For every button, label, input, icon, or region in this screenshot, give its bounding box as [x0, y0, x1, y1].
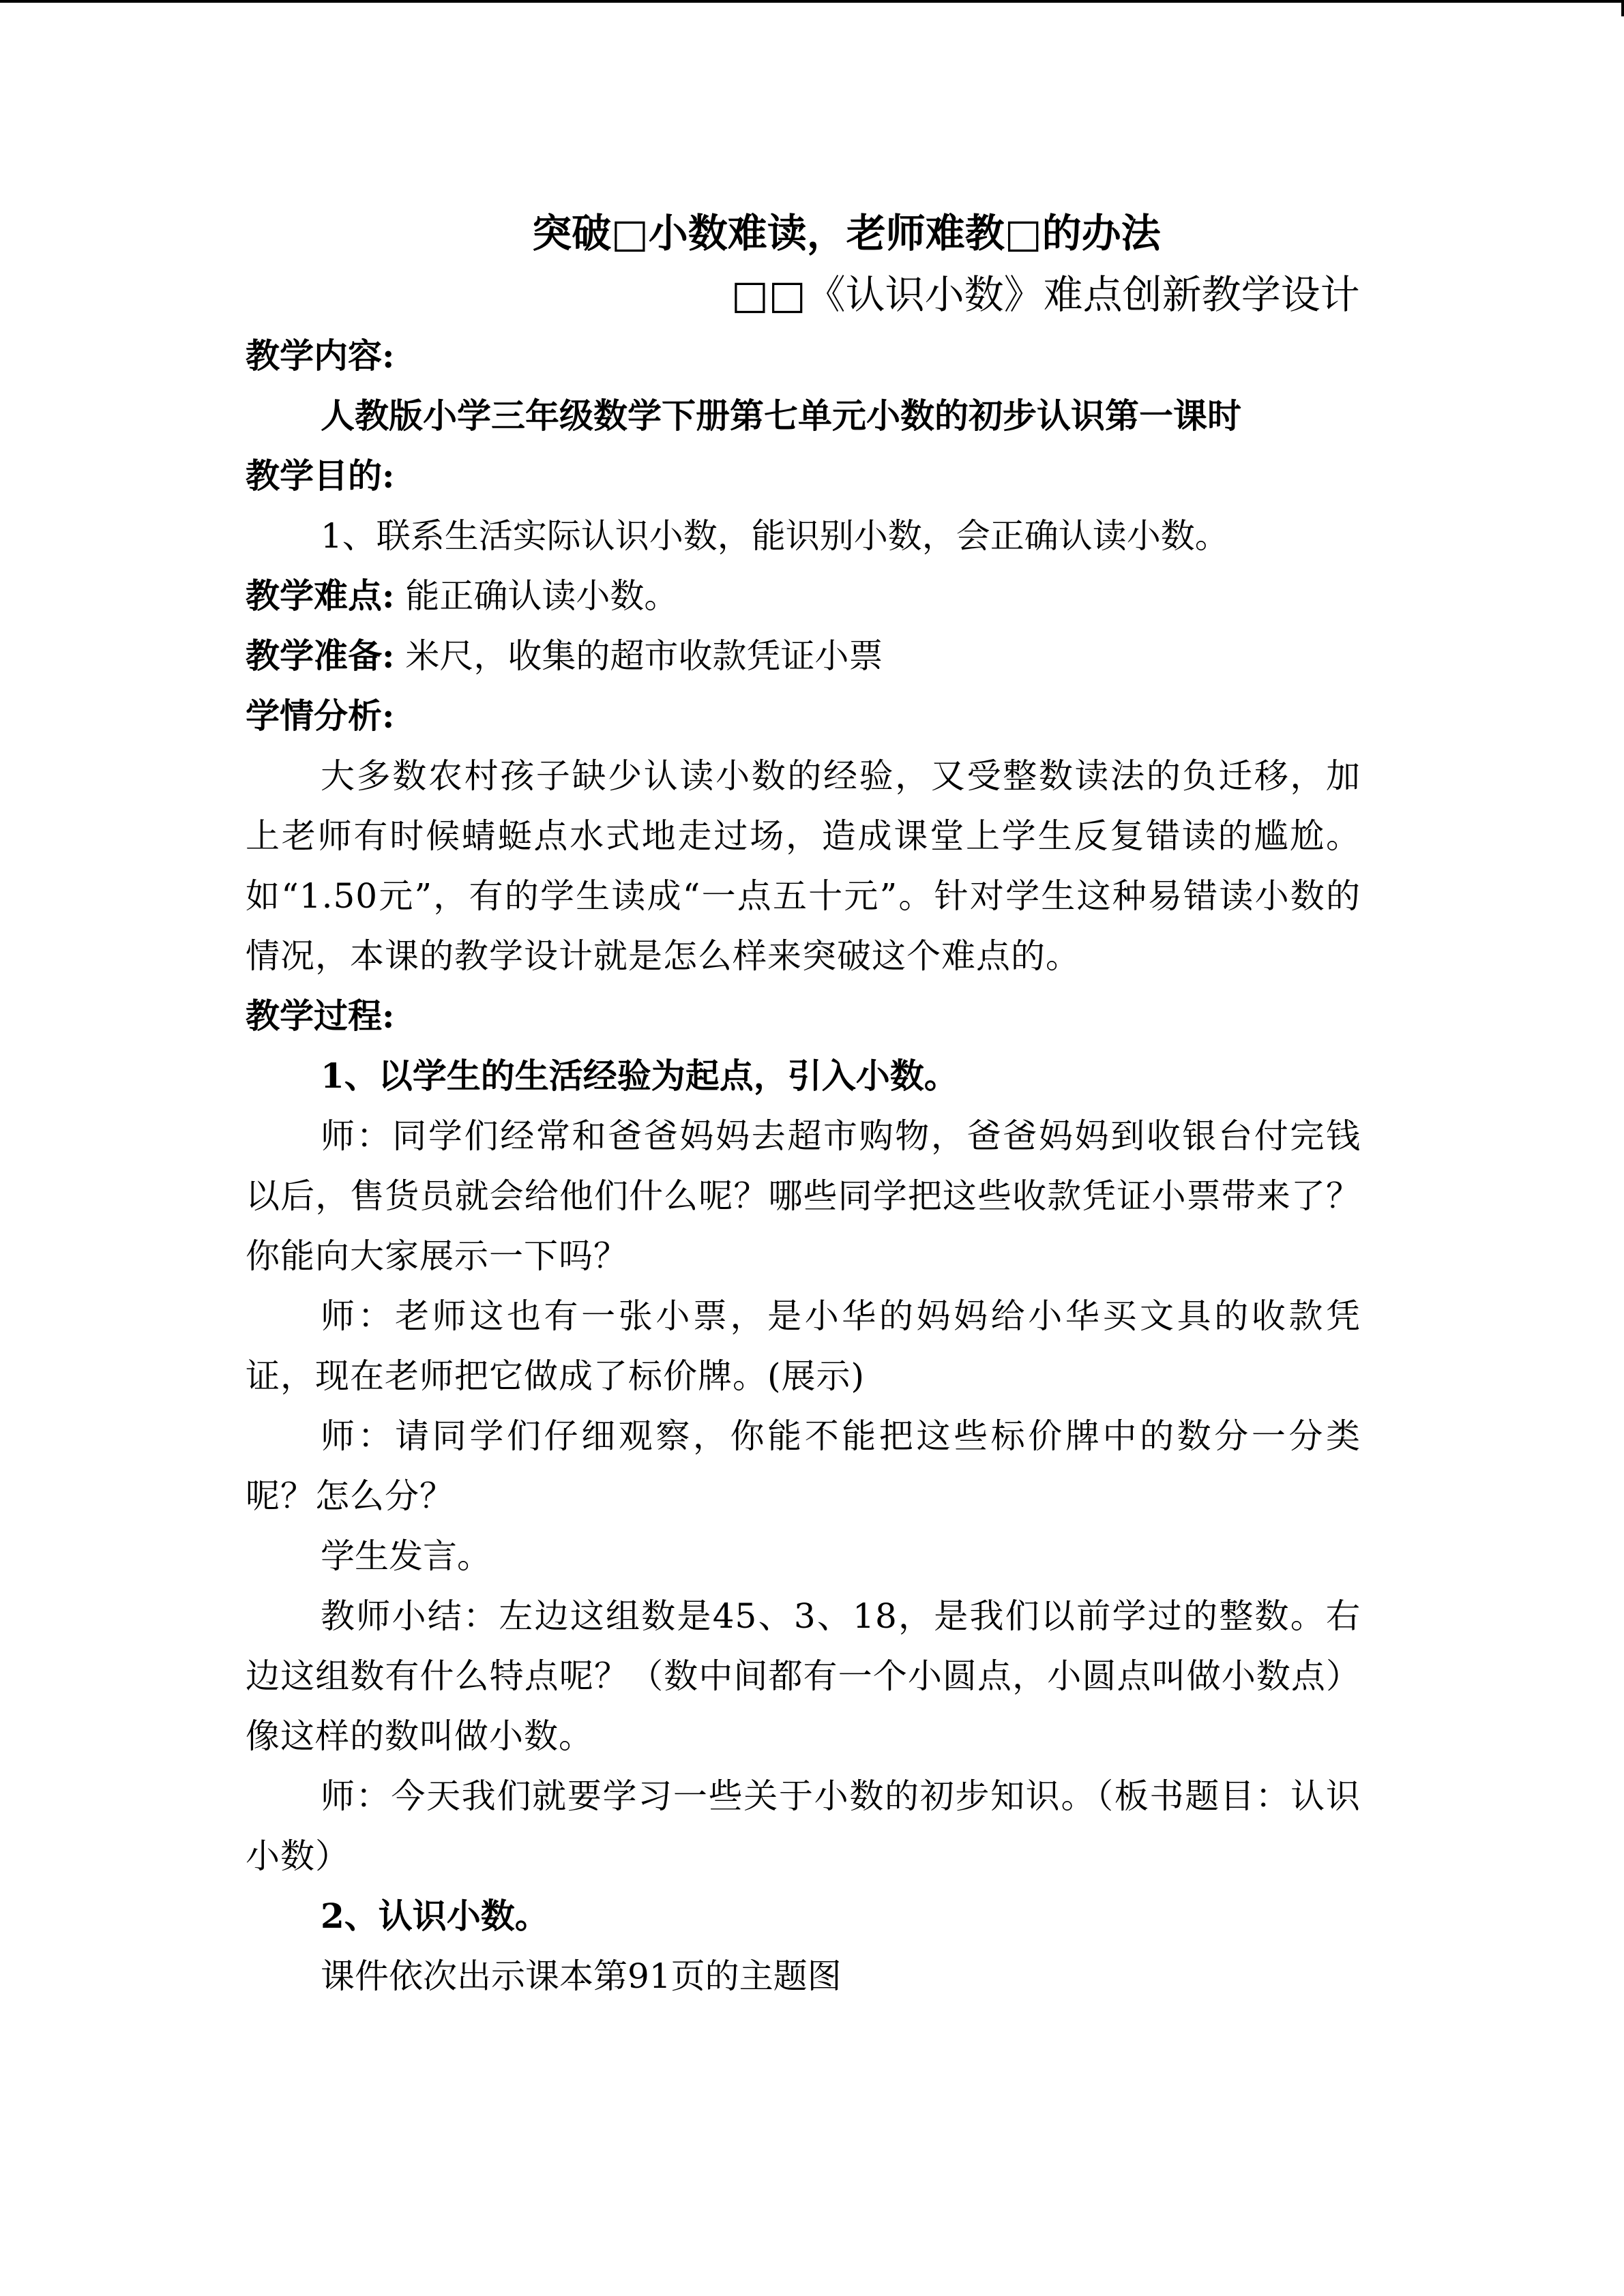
- paragraph-2: 师：老师这也有一张小票，是小华的妈妈给小华买文具的收款凭证，现在老师把它做成了标价牌。(展示): [246, 1296, 1361, 1396]
- step2-heading: 2、认识小数。: [321, 1896, 549, 1936]
- paragraph-7: 课件依次出示课本第91页的主题图: [321, 1956, 842, 1996]
- document-title: 突破□小数难读，老师难教□的办法: [532, 210, 1161, 256]
- difficulty-row: [246, 566, 1361, 626]
- document-body: [246, 326, 1361, 2006]
- content-heading: 教学内容:: [246, 336, 395, 376]
- goal-text: 1、联系生活实际认识小数，能识别小数，会正确认读小数。: [321, 516, 1229, 556]
- page-corner-mark: [1621, 0, 1624, 16]
- content-text: 人教版小学三年级数学下册第七单元小数的初步认识第一课时: [321, 396, 1241, 436]
- paragraph-1: 师：同学们经常和爸爸妈妈去超市购物，爸爸妈妈到收银台付完钱以后，售货员就会给他们什么呢？哪些同学把这些收款凭证小票带来了？你能向大家展示一下吗？: [246, 1116, 1361, 1276]
- difficulty-label: 教学难点:: [246, 576, 395, 616]
- step1-heading: 1、以学生的生活经验为起点，引入小数。: [321, 1056, 958, 1096]
- prep-row: [246, 626, 1361, 686]
- paragraph-4: 学生发言。: [321, 1536, 491, 1576]
- difficulty-text: 能正确认读小数。: [394, 576, 679, 616]
- prep-text: 米尺，收集的超市收款凭证小票: [394, 636, 883, 676]
- paragraph-3: 师：请同学们仔细观察，你能不能把这些标价牌中的数分一分类呢？怎么分？: [246, 1416, 1361, 1516]
- goal-heading: 教学目的:: [246, 456, 395, 496]
- page-top-border: [0, 0, 1624, 3]
- analysis-text: 大多数农村孩子缺少认读小数的经验，又受整数读法的负迁移，加上老师有时候蜻蜓点水式地走过场，造成课堂上学生反复错读的尴尬。如“1.50元”，有的学生读成“一点五十元”。针对学生这种易错读小数的情况，本课的教学设计就是怎么样来突破这个难点的。: [246, 756, 1361, 976]
- process-heading: 教学过程:: [246, 996, 395, 1036]
- analysis-heading: 学情分析:: [246, 696, 395, 736]
- document-subtitle: □□《认识小数》难点创新教学设计: [731, 271, 1360, 318]
- prep-label: 教学准备:: [246, 636, 395, 676]
- paragraph-5: 教师小结：左边这组数是45、3、18，是我们以前学过的整数。右边这组数有什么特点呢？（数中间都有一个小圆点，小圆点叫做小数点）像这样的数叫做小数。: [246, 1596, 1361, 1756]
- paragraph-6: 师：今天我们就要学习一些关于小数的初步知识。（板书题目：认识小数）: [246, 1776, 1361, 1876]
